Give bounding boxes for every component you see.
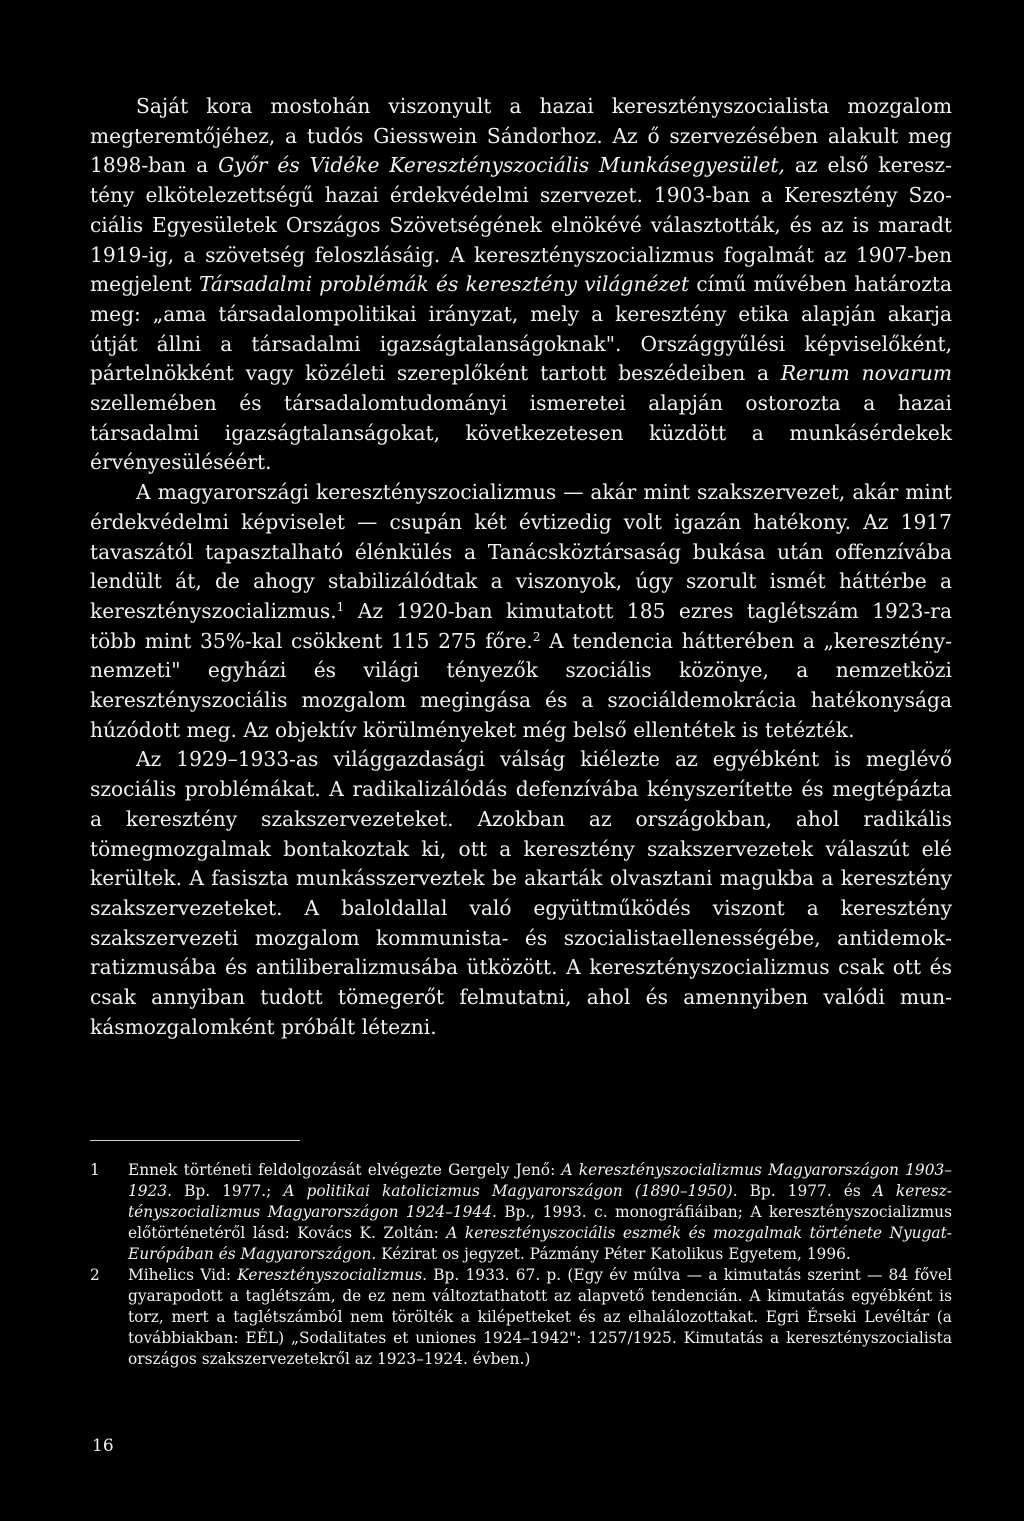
paragraph-1 <box>90 92 952 478</box>
paragraph-2 <box>90 478 952 745</box>
text-run: Az 1920-ban kimutatott 185 ezres taglétszám 1923-ra több mint 35%-kal csökkent 115 275 főre. <box>90 598 952 653</box>
italic-title: A politikai katolicizmus Magyarországon (1890–1950). <box>283 1182 738 1200</box>
italic-title: Társadalmi problémák és keresztény világnézet <box>199 272 690 297</box>
italic-title: Keresztényszocializmus. <box>237 1266 428 1284</box>
text-run: Bp. 1933. 67. p. (Egy év múlva — a kimutatás szerint — 84 fővel gyarapodott a taglétszám, de ez nem változtathatott az alapvető tendencián. A kimutatás egyébként is torz, mert a taglétszámból nem törölték a kilépetteket és az elhalálozottakat. Egri Érseki Levéltár (a továbbiakban: EÉL) „Sodalitates et uniones 1924–1942": 1257/1925. Kimutatás a keresztényszocialista országos szakszervezetekről az 1923–1924. évben.) <box>128 1266 953 1368</box>
italic-title: A keresztényszociális eszmék és mozgalmak története Nyugat-Európában és Magyarországon. <box>128 1224 952 1263</box>
text-run: című művében határozta meg: „ama társadalompolitikai irányzat, mely a keresztény etika alapján akarja útját állni a társadalmi igazságtalanságoknak". Országgyűlési képviselőként, pártelnökként vagy közéleti szereplőként tartott beszédeiben a <box>90 272 952 386</box>
text-run: Az 1929–1933-as világgazdasági válság kiélezte az egyébként is meglévő szociális problémákat. A radikalizálódás defenzívába kényszerítette és megtépázta a keresztény szakszervezeteket. Azokban az országokban, ahol radikális tömegmozgalmak bontakoztak ki, ott a keresztény szakszervezetek válaszút elé kerültek. A fasiszta munkásszerveztek be akarták olvasztani magukba a keresztény szakszervezeteket. A baloldallal való együttműködés viszont a keresztény szakszervezeti mozgalom kommunista- és szocialistaellenességébe, antidemokratizmusába és antiliberalizmusába ütközött. A keresztényszocializmus csak ott és csak annyiban tudott tömegerőt felmutatni, ahol és amennyiben valódi munkásmozgalomként próbált létezni. <box>90 747 952 1039</box>
italic-title: A keresztényszocializmus Magyarországon 1903–1923. <box>128 1161 952 1200</box>
page-number: 16 <box>92 1436 114 1456</box>
main-text <box>90 92 952 1043</box>
italic-title: Rerum novarum <box>780 361 952 386</box>
text-run: Bp. 1977.; <box>172 1182 284 1200</box>
footnotes <box>90 1160 952 1370</box>
footnote-number: 1 <box>90 1161 100 1179</box>
italic-title: Győr és Vidéke Keresztényszociális Munkásegyesület, <box>218 153 785 178</box>
footnote-ref: 1 <box>336 599 345 614</box>
footnote-text <box>128 1265 952 1370</box>
italic-title: A keresztényszocializmus Magyarországon 1924–1944. <box>128 1182 952 1221</box>
text-run: az első keresztény elkötelezettségű hazai érdekvédelmi szervezet. 1903-ban a Keresztény Szociális Egyesületek Országos Szövetségének elnökévé választották, és az is maradt 1919-ig, a szövetség feloszlásáig. A keresztényszocializmus fogalmát az 1907-ben megjelent <box>90 153 952 297</box>
paragraph-3 <box>90 745 952 1042</box>
footnote-1 <box>90 1160 952 1265</box>
footnote-ref: 2 <box>532 629 541 644</box>
text-run: A magyarországi keresztényszocializmus — akár mint szakszervezet, akár mint érdekvédelmi képviselet — csupán két évtizedig volt igazán hatékony. Az 1917 tavaszától tapasztalható élénkülés a Tanácsköztársaság bukása után offenzívába lendült át, de ahogy stabilizálódtak a viszonyok, úgy szorult ismét háttérbe a keresztényszocializmus. <box>90 480 952 623</box>
footnote-text <box>128 1160 952 1265</box>
text-run: Bp., 1993. c. monográfiáiban; A keresztényszocializmus előtörténetéről lásd: Kovács K. Zoltán: <box>128 1203 952 1242</box>
text-run: A tendencia hátterében a „keresztény-nemzeti" egyházi és világi tényezők szociális közönye, a nemzetközi keresztényszociális mozgalom megingása és a szociáldemokrácia hatékonysága húzódott meg. Az objektív körülményeket még belső ellentétek is tetézték. <box>90 628 952 742</box>
text-run: Bp. 1977. és <box>737 1182 873 1200</box>
text-run: Mihelics Vid: <box>128 1266 238 1284</box>
text-run: szellemében és társadalomtudományi ismeretei alapján ostorozta a hazai társadalmi igazságtalanságokat, következetesen küzdött a munkásérdekek érvényesüléséért. <box>90 391 952 475</box>
text-run: Ennek történeti feldolgozását elvégezte Gergely Jenő: <box>128 1161 562 1179</box>
footnote-number: 2 <box>90 1266 100 1284</box>
footnote-divider <box>90 1140 300 1141</box>
text-run: Saját kora mostohán viszonyult a hazai keresztényszocialista mozgalom megteremtőjéhez, a tudós Giesswein Sándorhoz. Az ő szervezésében alakult meg 1898-ban a <box>90 94 952 178</box>
text-run: Kézirat os jegyzet. Pázmány Péter Katolikus Egyetem, 1996. <box>376 1245 851 1263</box>
footnote-2 <box>90 1265 952 1370</box>
